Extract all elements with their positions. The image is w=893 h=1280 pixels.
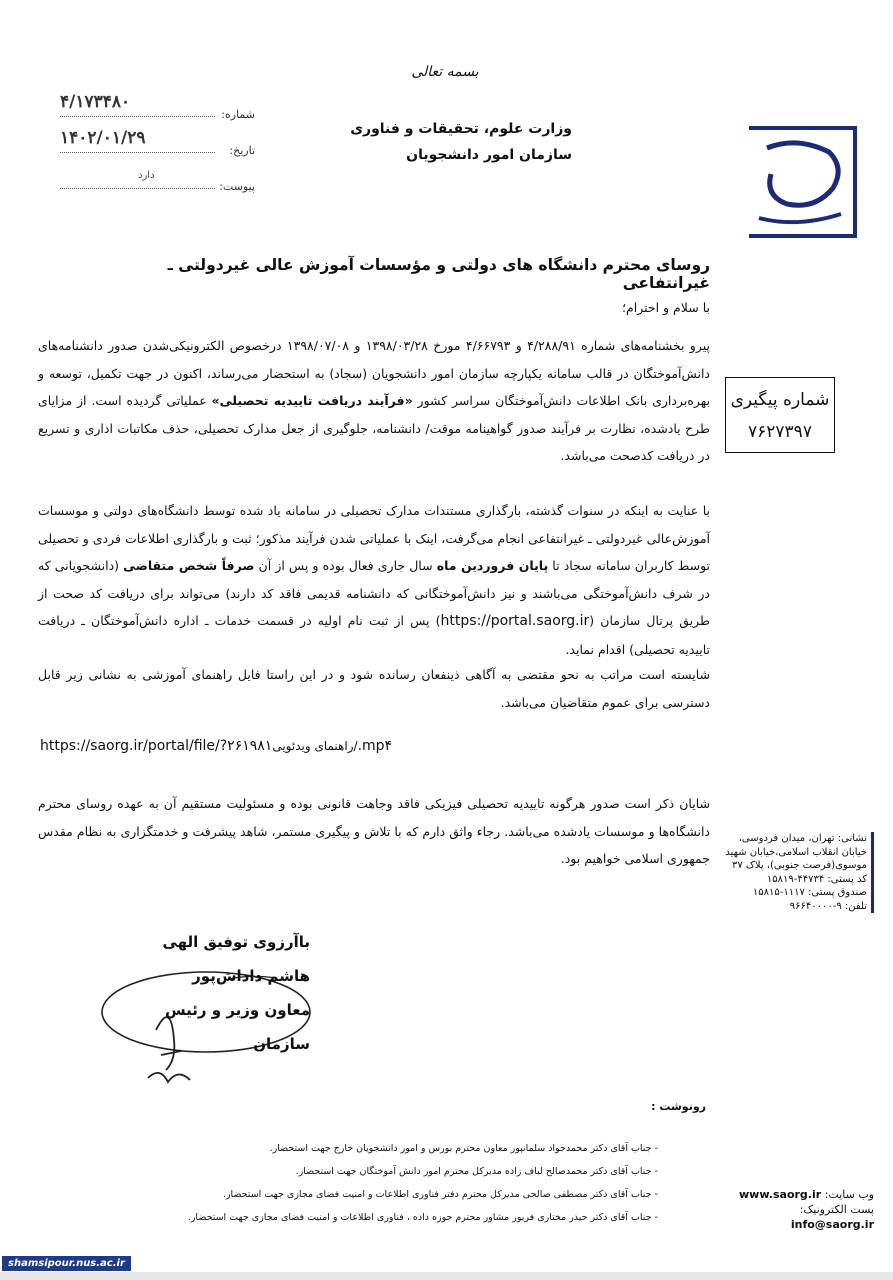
cc-item: - جناب آقای دکتر حیدر مختاری فریور مشاور محترم حوزه داده ، فناوری اطلاعات و امنیت فضای مجازی جهت استحضار. — [187, 1212, 658, 1223]
organization-logo — [737, 118, 867, 246]
paragraph-2-text-end: ) پس از ثبت نام اولیه در قسمت خدمات ـ اداره دانش‌آموختگان ـ دریافت تاییدیه تحصیلی) اقدام نماید. — [38, 613, 710, 657]
cc-title: رونوشت : — [651, 1100, 706, 1113]
cc-item: - جناب آقای دکتر محمدصالح لباف زاده مدیرکل محترم امور دانش آموختگان جهت استحضار. — [295, 1166, 658, 1177]
signature-block — [112, 925, 310, 1061]
paragraph-4: شایان ذکر است صدور هرگونه تاییدیه تحصیلی فیزیکی فاقد وجاهت قانونی بوده و مسئولیت مستقیم آن به عهده روسای محترم دانشگاه‌ها و موسسات یادشده می‌باشد. رجاء واثق دارم که با تلاش و پیگیری مستمر، شاهد پیشرفت و خدمتگزاری به نظام مقدس جمهوری اسلامی خواهیم بود. — [38, 796, 710, 866]
tracking-number-box — [725, 377, 835, 453]
contact-info — [714, 832, 874, 913]
paragraph-3: شایسته است مراتب به نحو مقتضی به آگاهی ذینفعان رسانده شود و در این راستا فایل راهنمای آموزشی به نشانی زیر قابل دسترسی برای عموم متقاضیان می‌باشد. — [38, 667, 710, 710]
letter-number: ۴/۱۷۳۴۸۰ — [60, 92, 131, 112]
cc-item: - جناب آقای دکتر مصطفی صالحی مدیرکل محترم دفتر فناوری اطلاعات و امنیت فضای مجازی جهت استحضار. — [222, 1189, 658, 1200]
applicant-only: صرفاً شخص متقاضی — [123, 558, 255, 573]
email-link[interactable]: info@saorg.ir — [790, 1218, 874, 1231]
organization-name: سازمان امور دانشجویان — [406, 147, 572, 163]
paragraph-1-text: پیرو بخشنامه‌های شماره ۴/۲۸۸/۹۱ و ۴/۶۶۷۹۳ مورخ ۱۳۹۸/۰۳/۲۸ و ۱۳۹۸/۰۷/۰۸ درخصوص الکترونیکی‌شدن صدور دانشنامه‌های دانش‌آموختگان در قالب سامانه یکپارچه سازمان امور دانشجویان (سجاد) به استحضار می‌رساند، اکنون در جهت تکمیل، توسعه و بهره‌برداری بانک اطلاعات دانش‌آموختگان سراسر کشور — [38, 338, 710, 408]
video-guide-url[interactable]: https://saorg.ir/portal/file/?۲۶۱۹۸۱ — [40, 738, 273, 754]
ministry-name: وزارت علوم، تحقیقات و فناوری — [350, 121, 572, 137]
attachment-label: پیوست: — [219, 180, 255, 193]
paragraph-1 — [38, 332, 710, 470]
signer-name: هاشم داداش‌پور — [192, 967, 310, 985]
paragraph-2-text-mid: سال جاری فعال بوده و پس از آن — [254, 558, 437, 573]
email-label: پست الکترونیک: — [799, 1203, 874, 1216]
letterhead — [310, 116, 572, 168]
bottom-bar — [0, 1272, 893, 1280]
letter-meta — [60, 92, 255, 200]
letter-date: ۱۴۰۲/۰۱/۲۹ — [60, 128, 146, 148]
video-guide-link[interactable] — [40, 738, 712, 754]
paragraph-2-text: با عنایت به اینکه در سنوات گذشته، بارگذاری مستندات مدارک تحصیلی در سامانه یاد شده توسط دانشگاه‌های دولتی و موسسات آموزش‌عالی غیردولتی ـ غیرانتفاعی انجام می‌گرفت، اینک با عملیاتی شدن فرآیند مذکور؛ ثبت و بارگذاری اطلاعات فردی و تحصیلی توسط کاربران سامانه سجاد تا — [38, 503, 711, 573]
address-line-3: موسوی(فرصت جنوبی)، پلاک ۳۷ — [714, 859, 874, 873]
logo-emblem-icon — [737, 118, 867, 246]
address-line-2: خیابان انقلاب اسلامی،خیابان شهید — [714, 846, 874, 860]
paragraph-2-text-cont: (دانشجویانی که در شرف دانش‌آموختگی می‌باشند و نیز دانش‌آموختگانی که دانشنامه قدیمی فاقد کد دارند) می‌تواند برای دریافت کد صحت از طریق پرتال سازمان ( — [38, 558, 710, 628]
greeting: با سلام و احترام؛ — [622, 300, 710, 315]
cc-item: - جناب آقای دکتر محمدجواد سلمانپور معاون محترم بورس و امور دانشجویان خارج جهت استحضار. — [269, 1143, 658, 1154]
postal-code: کد پستی: ۴۴۷۳۴-۱۵۸۱۹ — [714, 873, 874, 887]
website-link[interactable]: www.saorg.ir — [739, 1188, 822, 1201]
portal-link[interactable]: https://portal.saorg.ir — [440, 613, 590, 629]
signature-closing: باآرزوی توفیق الهی — [162, 933, 310, 951]
address-line-1: نشانی: تهران، میدان فردوسی، — [714, 832, 874, 846]
web-info — [714, 1187, 874, 1232]
signer-title: معاون وزیر و رئیس سازمان — [164, 1001, 310, 1053]
attachment-value: دارد — [138, 170, 155, 181]
phone: تلفن: ۹-۹۶۶۴۰۰۰۰ — [714, 900, 874, 914]
video-guide-name: /راهنمای ویدئویی — [272, 739, 358, 753]
tracking-label: شماره پیگیری — [730, 390, 830, 410]
paragraph-2 — [38, 497, 710, 663]
recipient: روسای محترم دانشگاه های دولتی و مؤسسات آموزش عالی غیردولتی ـ غیرانتفاعی — [167, 256, 710, 292]
tracking-number: ۷۶۲۷۳۹۷ — [748, 422, 812, 442]
deadline: پایان فروردین ماه — [436, 558, 549, 573]
process-name: «فرآیند دریافت تاییدیه تحصیلی» — [211, 393, 413, 408]
website-label: وب سایت: — [824, 1188, 874, 1201]
paragraph-1-text-end: عملیاتی گردیده است. از مزایای طرح یادشده، نظارت بر فرآیند صدور گواهینامه موقت/ دانشنامه، جلوگیری از جعل مدارک تحصیلی، حذف مکاتبات اداری و تسریع در دریافت کدصحت می‌باشد. — [38, 393, 710, 463]
video-guide-ext: .mp۴ — [357, 738, 393, 754]
date-label: تاریخ: — [229, 144, 255, 157]
po-box: صندوق پستی: ۱۱۱۷-۱۵۸۱۵ — [714, 886, 874, 900]
cc-list — [140, 1137, 658, 1229]
number-label: شماره: — [221, 108, 255, 121]
watermark: shamsipour.nus.ac.ir — [2, 1256, 131, 1271]
basmala: بسمه تعالی — [411, 64, 479, 80]
